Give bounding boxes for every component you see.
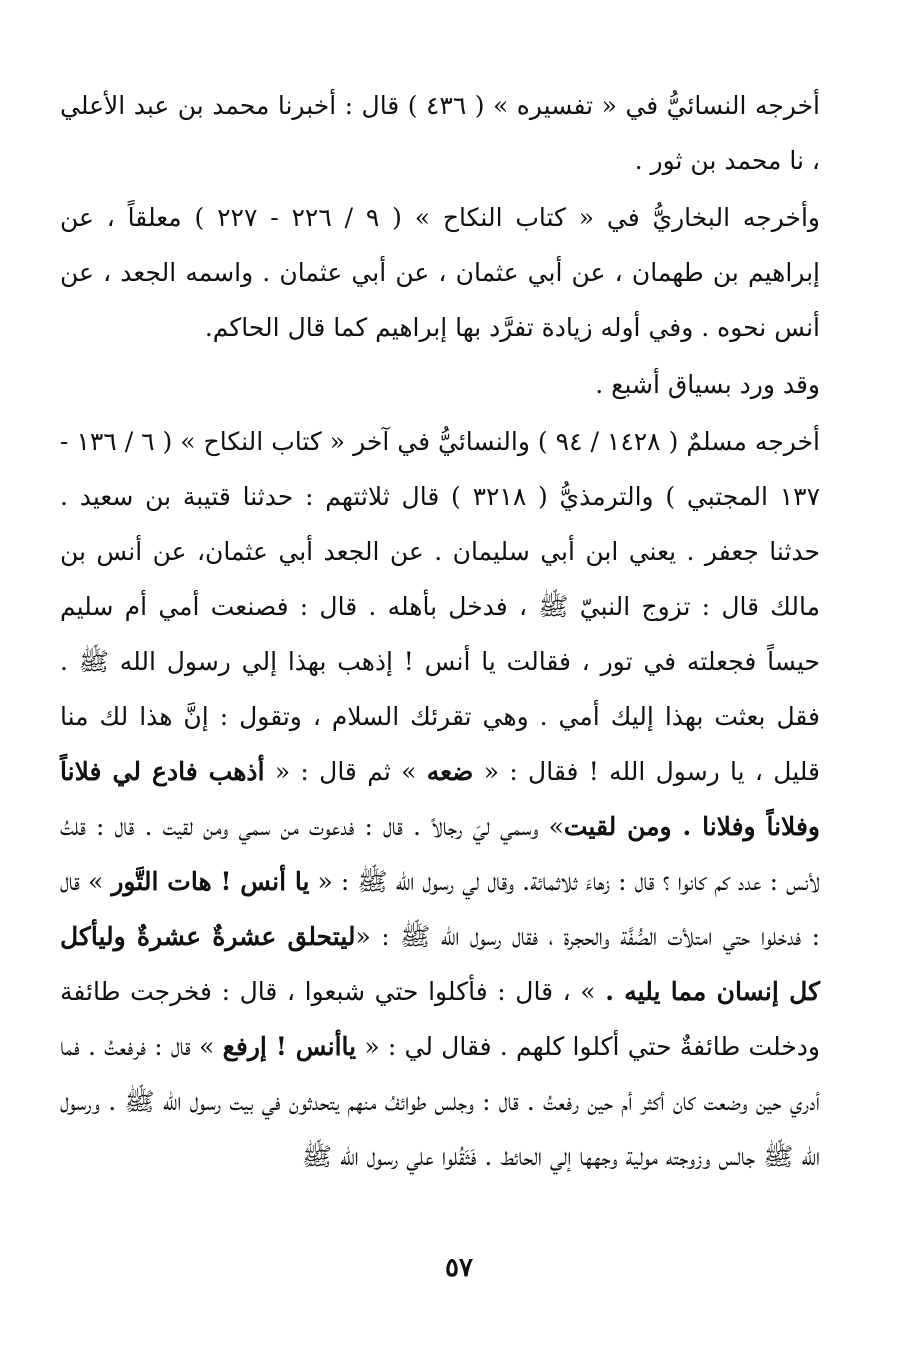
document-body [60, 78, 820, 1184]
text-segment: » قال : فدخلوا حتي امتلأت الصُّفَّة والحجرة ، فقال رسول الله ﷺ : « [60, 867, 820, 951]
text-segment: » قال : فرفعتُ . فما أدري حين وضعت كان أكثر أم حين رفعتُ . قال : وجلس طوائفُ منهم يتحدثون في بيت رسول الله ﷺ . ورسول الله ﷺ جالس وزوجته مولية وجهها إلي الحائط . فَثَقُلوا علي رسول الله ﷺ [60, 1032, 820, 1171]
paragraph-bukhari-nikah: وأخرجه البخاريُّ في « كتاب النكاح » ( ٩ / ٢٢٦ - ٢٢٧ ) معلقاً ، عن إبراهيم بن طهمان ، عن أبي عثمان ، عن أبي عثمان . واسمه الجعد ، عن أنس نحوه . وفي أوله زيادة تفرَّد بها إبراهيم كما قال الحاكم. [60, 203, 820, 342]
text-segment: أخرجه مسلمٌ ( ١٤٢٨ / ٩٤ ) والنسائيُّ في آخر « كتاب النكاح » ( ٦ / ١٣٦ - ١٣٧ المجتبي ) والترمذيُّ ( ٣٢١٨ ) قال ثلاثتهم : حدثنا قتيبة بن سعيد . حدثنا جعفر . يعني ابن أبي سليمان . عن الجعد أبي عثمان، عن أنس بن مالك قال : تزوج النبيّ ﷺ ، فدخل بأهله . قال : فصنعت أمي أم سليم حيساً فجعلته في تور ، فقالت يا أنس ! إذهب بهذا إلي رسول الله ﷺ . فقل بعثت بهذا إليك أمي . وهي تقرئك السلام ، وتقول : إنَّ هذا لك منا قليل ، يا رسول الله ! فقال : « [60, 427, 821, 786]
bold-segment: ليتحلق عشرةٌ عشرةٌ وليأكل كل إنسان مما يليه . [60, 922, 820, 1006]
bold-segment: يا أنس ! هات التَّور [111, 867, 310, 896]
text-segment: » ، قال : فأكلوا حتي شبعوا ، قال : فخرجت طائفة ودخلت طائفةٌ حتي أكلوا كلهم . فقال لي : « [60, 977, 820, 1061]
text-segment: » وسمي ليَ رجالاً . قال : فدعوت من سمي ومن لقيت . قال : قلتُ لأنس : عدد كم كانوا ؟ قال : زهاءَ ثلاثمائة. وقال لي رسول الله ﷺ : « [60, 812, 820, 896]
bold-segment: ضعه [426, 757, 474, 786]
paragraph-nasai-tafsir: أخرجه النسائيُّ في « تفسيره » ( ٤٣٦ ) قال : أخبرنا محمد بن عبد الأعلي ، نا محمد بن ثور . [60, 91, 820, 175]
paragraph-muslim-hadith [60, 414, 820, 1184]
text-segment: » ثم قال : « [264, 757, 427, 786]
bold-segment: أذهب فادع لي فلاناً وفلاناً وفلانا . ومن لقيت [60, 757, 820, 841]
page-number: ٥٧ [445, 1253, 473, 1283]
paragraph-fuller-context: وقد ورد بسياق أشبع . [595, 370, 820, 399]
bold-segment: ياأنس ! إرفع [222, 1032, 357, 1061]
